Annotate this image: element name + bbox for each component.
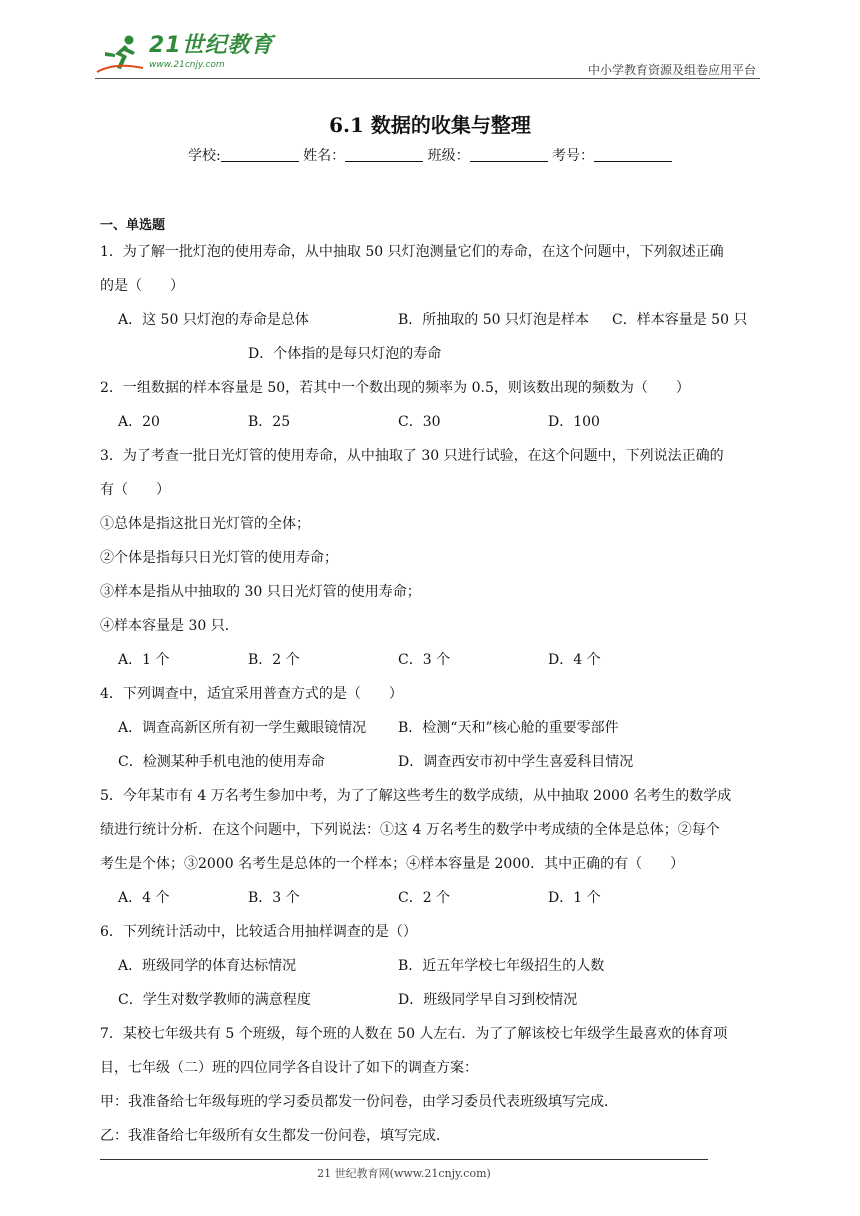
question-3-line-2: 有（ ） [100,482,170,498]
question-4-option-a: A．调查高新区所有初一学生戴眼镜情况 [118,720,367,736]
question-7-plan-jia: 甲：我准备给七年级每班的学习委员都发一份问卷，由学习委员代表班级填写完成． [100,1094,618,1110]
question-1-option-c: C．样本容量是 50 只 [612,312,748,328]
question-6-option-c: C．学生对数学教师的满意程度 [118,992,311,1008]
question-3-option-a: A．1 个 [118,652,170,668]
question-1-option-b: B．所抽取的 50 只灯泡是样本 [398,312,590,328]
question-1-line-1: 1．为了解一批灯泡的使用寿命，从中抽取 50 只灯泡测量它们的寿命，在这个问题中，下列叙述正确 [100,244,724,260]
question-4-option-c: C．检测某种手机电池的使用寿命 [118,754,325,770]
school-blank [221,147,299,162]
question-2-option-d: D．100 [548,414,600,430]
question-7-line-2: 目，七年级（二）班的四位同学各自设计了如下的调查方案： [100,1060,478,1076]
question-1-line-2: 的是（ ） [100,278,184,294]
question-3-statement-2: ②个体是指每只日光灯管的使用寿命； [100,550,338,566]
class-label: 班级： [427,148,470,164]
question-3-option-b: B．2 个 [248,652,300,668]
student-info-row [0,145,860,165]
logo-main-text: 21世纪教育 [149,33,274,58]
question-3-statement-4: ④样本容量是 30 只． [100,618,239,634]
runner-logo-icon [95,34,145,74]
platform-name: 中小学教育资源及组卷应用平台 [587,63,756,77]
question-3-line-1: 3．为了考查一批日光灯管的使用寿命，从中抽取了 30 只进行试验，在这个问题中，下列说法正确的 [100,448,724,464]
question-6-option-d: D．班级同学早自习到校情况 [398,992,578,1008]
question-3-option-c: C．3 个 [398,652,451,668]
exam-number-blank [594,147,672,162]
page-footer: 21 世纪教育网(www.21cnjy.com) [317,1167,491,1180]
question-4-option-b: B．检测“天和”核心舱的重要零部件 [398,720,619,736]
logo-sub-text: www.21cnjy.com [149,60,225,70]
question-3-statement-1: ①总体是指这批日光灯管的全体； [100,516,310,532]
exam-number-label: 考号： [552,148,595,164]
footer-divider [100,1159,708,1160]
question-5-line-3: 考生是个体；③2000 名考生是总体的一个样本；④样本容量是 2000．其中正确的有（ ） [100,856,685,872]
school-label: 学校: [187,148,221,164]
name-blank [345,147,423,162]
page-header [95,34,760,80]
page-title: 6.1 数据的收集与整理 [329,113,531,137]
question-6-option-a: A．班级同学的体育达标情况 [118,958,297,974]
site-logo [95,34,274,78]
question-2-option-c: C．30 [398,414,441,430]
question-1-option-a: A．这 50 只灯泡的寿命是总体 [118,312,309,328]
question-7-line-1: 7．某校七年级共有 5 个班级，每个班的人数在 50 人左右．为了了解该校七年级学生最喜欢的体育项 [100,1026,728,1042]
question-7-plan-yi: 乙：我准备给七年级所有女生都发一份问卷，填写完成． [100,1128,450,1144]
question-5-option-c: C．2 个 [398,890,451,906]
question-3-option-d: D．4 个 [548,652,601,668]
question-5-option-b: B．3 个 [248,890,300,906]
section-title: 一、单选题 [100,218,166,233]
question-2-option-b: B．25 [248,414,291,430]
question-5-line-1: 5．今年某市有 4 万名考生参加中考，为了了解这些考生的数学成绩，从中抽取 2000 名考生的数学成 [100,788,732,804]
question-2-line-1: 2．一组数据的样本容量是 50，若其中一个数出现的频率为 0.5，则该数出现的频数为（ ） [100,380,690,396]
question-5-line-2: 绩进行统计分析．在这个问题中，下列说法：①这 4 万名考生的数学中考成绩的全体是总体；②每个 [100,822,720,838]
question-4-line-1: 4．下列调查中，适宜采用普查方式的是（ ） [100,686,403,702]
class-blank [470,147,548,162]
question-6-option-b: B．近五年学校七年级招生的人数 [398,958,605,974]
question-6-line-1: 6．下列统计活动中，比较适合用抽样调查的是（） [100,924,417,940]
header-divider [95,78,760,79]
name-label: 姓名： [303,148,346,164]
question-3-statement-3: ③样本是指从中抽取的 30 只日光灯管的使用寿命； [100,584,421,600]
question-5-option-a: A．4 个 [118,890,170,906]
question-5-option-d: D．1 个 [548,890,601,906]
question-2-option-a: A．20 [118,414,160,430]
question-4-option-d: D．调查西安市初中学生喜爱科目情况 [398,754,634,770]
question-1-option-d: D．个体指的是每只灯泡的寿命 [248,346,442,362]
